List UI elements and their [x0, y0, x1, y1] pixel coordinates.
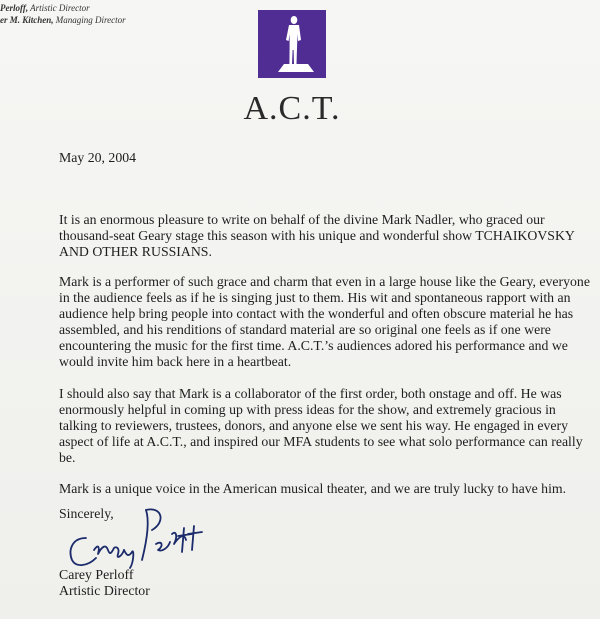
- staff-line: [0, 14, 126, 26]
- letter-paragraph: It is an enormous pleasure to write on behalf of the divine Mark Nadler, who graced our thousand-seat Geary stage this season with his unique and wonderful show TCHAIKOVSKY AND OTHER RUSSIANS.: [59, 211, 575, 259]
- signer-title: Artistic Director: [59, 583, 150, 598]
- letter-paragraph: I should also say that Mark is a collaborator of the first order, both onstage and off. He was enormously helpful in coming up with press ideas for the show, and extremely gracious in talking to reviewers, trustees, donors, and anyone else we sent his way. He engaged in every aspect of life at A.C.T., and inspired our MFA students to see what solo performance can really be.: [59, 385, 583, 465]
- letter-date: May 20, 2004: [59, 150, 137, 165]
- staff-line: [0, 2, 126, 14]
- signer-block: [59, 567, 150, 599]
- letter-closing: Sincerely,: [59, 506, 114, 521]
- staff-name: Perloff,: [0, 3, 29, 13]
- staff-title: Artistic Director: [30, 3, 90, 13]
- signer-name: Carey Perloff: [59, 567, 134, 582]
- handwritten-signature: [58, 492, 218, 572]
- staff-name: er M. Kitchen,: [0, 15, 54, 25]
- letter-paragraph: Mark is a performer of such grace and charm that even in a large house like the Geary, everyone in the audience feels as if he is singing just to them. His wit and spontaneous rapport with an audience help bring people into contact with the wonderful and often obscure material he has assembled, and his renditions of standard material are so original one feels as if one were encountering the music for the first time. A.C.T.’s audiences adored his performance and we would invite him back here in a heartbeat.: [59, 273, 590, 369]
- letterhead-staff-list: [0, 2, 126, 26]
- organization-name: A.C.T.: [243, 90, 341, 127]
- staff-title: Managing Director: [55, 15, 126, 25]
- letter-paragraph: Mark is a unique voice in the American musical theater, and we are truly lucky to have him.: [59, 480, 567, 496]
- act-logo-figure-icon: [258, 10, 326, 78]
